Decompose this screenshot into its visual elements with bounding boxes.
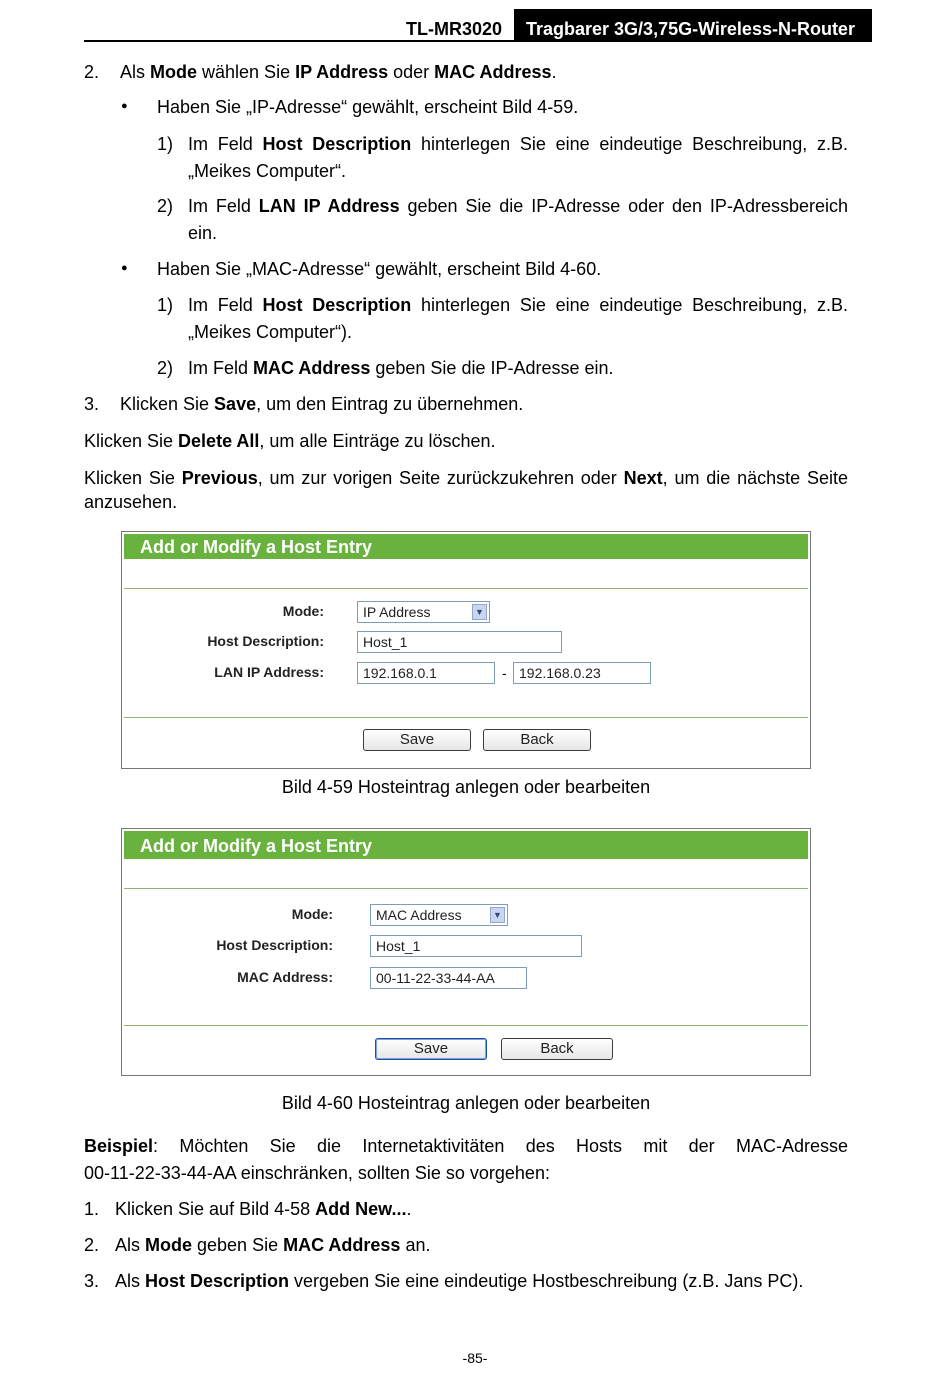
- range-separator: -: [502, 665, 507, 681]
- back-button[interactable]: Back: [483, 729, 591, 751]
- panel-divider: [124, 1025, 808, 1026]
- ip-bullet-text: Haben Sie „IP-Adresse“ gewählt, erscheint Bild 4-59.: [157, 97, 579, 117]
- lan-ip-start-input[interactable]: 192.168.0.1: [357, 662, 495, 684]
- panel-divider: [124, 588, 808, 589]
- ip-sub1-line2: „Meikes Computer“.: [188, 161, 347, 181]
- example-text: Beispiel: Möchten Sie die Internetaktivitäten des Hosts mit der MAC-Adresse: [84, 1136, 848, 1156]
- save-button[interactable]: Save: [375, 1038, 487, 1060]
- bullet-icon: ●: [121, 262, 128, 274]
- prev-next-line2: anzusehen.: [84, 492, 178, 512]
- figure-caption: Bild 4-60 Hosteintrag anlegen oder bearbeiten: [281, 1093, 651, 1113]
- panel-divider: [124, 717, 808, 718]
- example-step-text: Als Mode geben Sie MAC Address an.: [115, 1235, 431, 1255]
- mac-sub2-text: Im Feld MAC Address geben Sie die IP-Adresse ein.: [188, 358, 614, 378]
- mode-select-value: IP Address: [363, 604, 431, 620]
- save-button[interactable]: Save: [363, 729, 471, 751]
- host-entry-panel-ip: [121, 531, 811, 769]
- step-2-text: Als Mode wählen Sie IP Address oder MAC Address.: [120, 62, 557, 82]
- host-description-input[interactable]: Host_1: [357, 631, 562, 653]
- header-rule: [84, 40, 872, 42]
- prev-next-text: Klicken Sie Previous, um zur vorigen Seite zurückzukehren oder Next, um die nächste Seite: [84, 468, 849, 488]
- back-button[interactable]: Back: [501, 1038, 613, 1060]
- mode-select-value: MAC Address: [376, 907, 462, 923]
- mac-sub1-number: 1): [157, 295, 174, 315]
- host-description-input[interactable]: Host_1: [370, 935, 582, 957]
- mode-label: Mode:: [291, 906, 333, 922]
- example-step-number: 2.: [84, 1235, 100, 1255]
- ip-sub2-line2: ein.: [188, 223, 218, 243]
- ip-sub1-number: 1): [157, 134, 174, 154]
- page-number: -85-: [462, 1350, 488, 1366]
- header-model: TL-MR3020: [406, 19, 503, 39]
- panel-header: [124, 831, 808, 859]
- step-3-text: Klicken Sie Save, um den Eintrag zu übernehmen.: [120, 394, 524, 414]
- example-step-text: Klicken Sie auf Bild 4-58 Add New....: [115, 1199, 412, 1219]
- ip-sub2-number: 2): [157, 196, 174, 216]
- mac-bullet-text: Haben Sie „MAC-Adresse“ gewählt, erscheint Bild 4-60.: [157, 259, 602, 279]
- mac-sub2-number: 2): [157, 358, 174, 378]
- mac-sub1-line2: „Meikes Computer“).: [188, 322, 353, 342]
- mode-select[interactable]: [357, 601, 490, 623]
- host-description-label: Host Description:: [216, 937, 333, 953]
- mode-select[interactable]: [370, 904, 508, 926]
- mac-sub1-text: Im Feld Host Description hinterlegen Sie eine eindeutige Beschreibung, z.B.: [188, 295, 848, 315]
- bullet-icon: ●: [121, 100, 128, 112]
- mac-address-label: MAC Address:: [237, 969, 333, 985]
- step-3-number: 3.: [84, 394, 100, 414]
- host-description-label: Host Description:: [207, 633, 324, 649]
- example-line2: 00-11-22-33-44-AA einschränken, sollten Sie so vorgehen:: [84, 1163, 550, 1183]
- figure-caption: Bild 4-59 Hosteintrag anlegen oder bearbeiten: [281, 777, 651, 797]
- panel-header: [124, 534, 808, 559]
- mac-address-input[interactable]: 00-11-22-33-44-AA: [370, 967, 527, 989]
- example-step-number: 1.: [84, 1199, 100, 1219]
- host-entry-panel-mac: [121, 828, 811, 1076]
- chevron-down-icon: ▼: [490, 907, 505, 923]
- chevron-down-icon: ▼: [472, 604, 487, 620]
- ip-sub1-text: Im Feld Host Description hinterlegen Sie eine eindeutige Beschreibung, z.B.: [188, 134, 848, 154]
- panel-title: Add or Modify a Host Entry: [140, 537, 373, 557]
- lan-ip-label: LAN IP Address:: [214, 664, 324, 680]
- step-2-number: 2.: [84, 62, 100, 82]
- lan-ip-end-input[interactable]: 192.168.0.23: [513, 662, 651, 684]
- panel-title: Add or Modify a Host Entry: [140, 836, 373, 856]
- example-step-text: Als Host Description vergeben Sie eine eindeutige Hostbeschreibung (z.B. Jans PC).: [115, 1271, 804, 1291]
- header-product: Tragbarer 3G/3,75G-Wireless-N-Router: [526, 19, 855, 39]
- delete-all-text: Klicken Sie Delete All, um alle Einträge zu löschen.: [84, 431, 496, 451]
- mode-label: Mode:: [282, 603, 324, 619]
- example-step-number: 3.: [84, 1271, 100, 1291]
- ip-sub2-text: Im Feld LAN IP Address geben Sie die IP-Adresse oder den IP-Adressbereich: [188, 196, 848, 216]
- panel-divider: [124, 888, 808, 889]
